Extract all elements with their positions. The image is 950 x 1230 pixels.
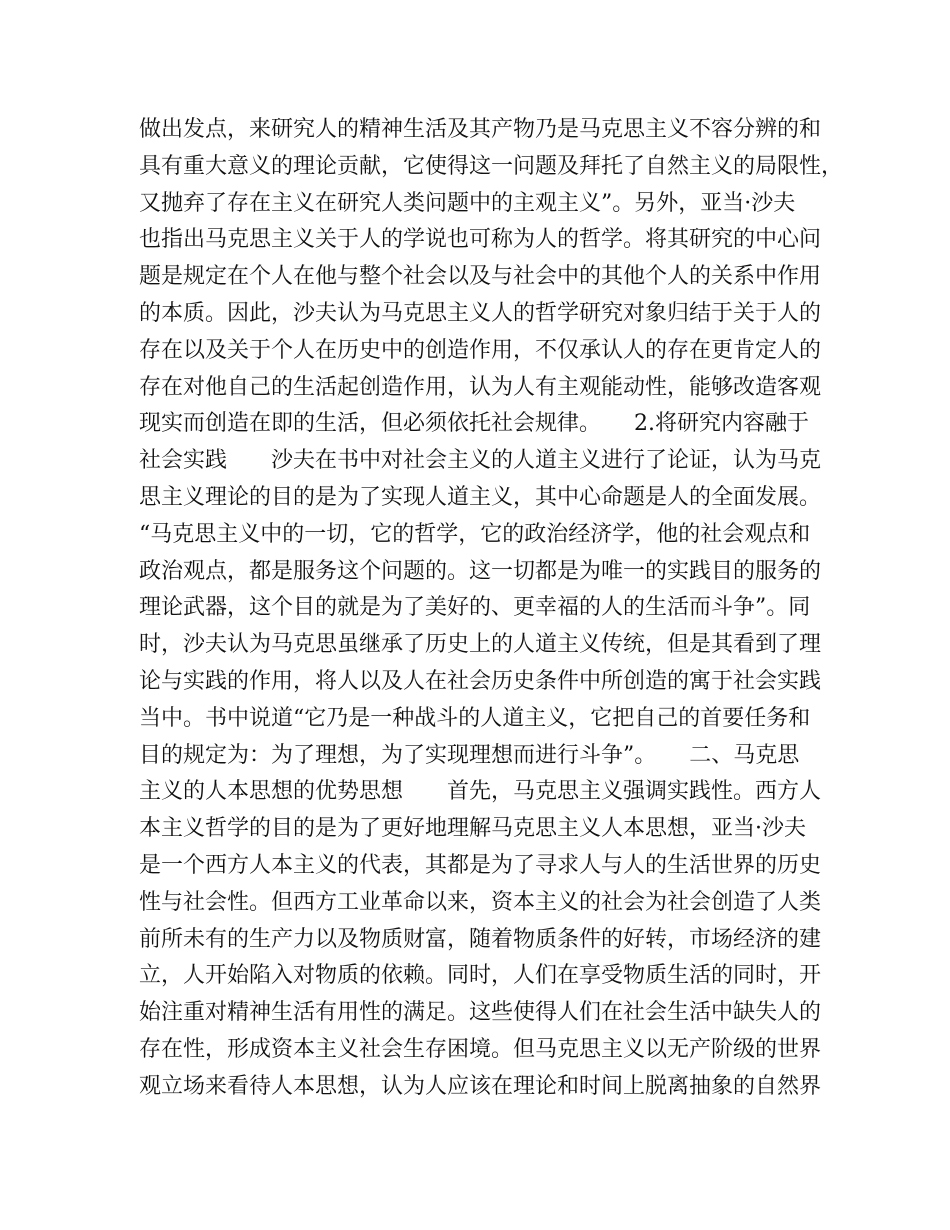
text-line: 立，人开始陷入对物质的依赖。同时，人们在享受物质生活的同时，开 (139, 963, 822, 989)
text-line: 目的规定为：为了理想，为了实现理想而进行斗争”。 二、马克思 (139, 742, 800, 768)
text-line: 政治观点，都是服务这个问题的。这一切都是为唯一的实践目的服务的 (139, 558, 822, 584)
text-line: 社会实践 沙夫在书中对社会主义的人道主义进行了论证，认为马克 (139, 448, 822, 474)
text-line: 存在性，形成资本主义社会生存困境。但马克思主义以无产阶级的世界 (139, 1036, 822, 1062)
text-line: 主义的人本思想的优势思想 首先，马克思主义强调实践性。西方人 (139, 779, 822, 805)
text-line: 前所未有的生产力以及物质财富，随着物质条件的好转，市场经济的建 (139, 926, 822, 952)
text-line: 当中。书中说道“它乃是一种战斗的人道主义，它把自己的首要任务和 (139, 705, 811, 731)
text-line: 本主义哲学的目的是为了更好地理解马克思主义人本思想，亚当·沙夫 (139, 816, 806, 842)
text-line: 现实而创造在即的生活，但必须依托社会规律。 2.将研究内容融于 (139, 411, 809, 437)
text-line: 具有重大意义的理论贡献，它使得这一问题及拜托了自然主义的局限性， (139, 153, 844, 179)
text-line: 又抛弃了存在主义在研究人类问题中的主观主义”。另外，亚当·沙夫 (139, 190, 796, 216)
text-line: 的本质。因此，沙夫认为马克思主义人的哲学研究对象归结于关于人的 (139, 300, 822, 326)
text-line: 存在以及关于个人在历史中的创造作用，不仅承认人的存在更肯定人的 (139, 337, 822, 363)
text-line: 题是规定在个人在他与整个社会以及与社会中的其他个人的关系中作用 (139, 264, 822, 290)
text-line: 也指出马克思主义关于人的学说也可称为人的哲学。将其研究的中心问 (139, 227, 822, 253)
body-text (139, 112, 844, 1106)
text-line: 是一个西方人本主义的代表，其都是为了寻求人与人的生活世界的历史 (139, 852, 822, 878)
text-line: 始注重对精神生活有用性的满足。这些使得人们在社会生活中缺失人的 (139, 1000, 822, 1026)
text-line: “马克思主义中的一切，它的哲学，它的政治经济学，他的社会观点和 (139, 521, 811, 547)
text-line: 存在对他自己的生活起创造作用，认为人有主观能动性，能够改造客观 (139, 374, 822, 400)
text-line: 理论武器，这个目的就是为了美好的、更幸福的人的生活而斗争”。同 (139, 595, 811, 621)
text-line: 性与社会性。但西方工业革命以来，资本主义的社会为社会创造了人类 (139, 889, 822, 915)
text-line: 思主义理论的目的是为了实现人道主义，其中心命题是人的全面发展。 (139, 484, 822, 510)
text-line: 做出发点，来研究人的精神生活及其产物乃是马克思主义不容分辨的和 (139, 117, 822, 142)
text-line: 观立场来看待人本思想，认为人应该在理论和时间上脱离抽象的自然界 (139, 1073, 822, 1099)
text-line: 时，沙夫认为马克思虽继承了历史上的人道主义传统，但是其看到了理 (139, 632, 822, 658)
text-line: 论与实践的作用，将人以及人在社会历史条件中所创造的寓于社会实践 (139, 668, 822, 694)
